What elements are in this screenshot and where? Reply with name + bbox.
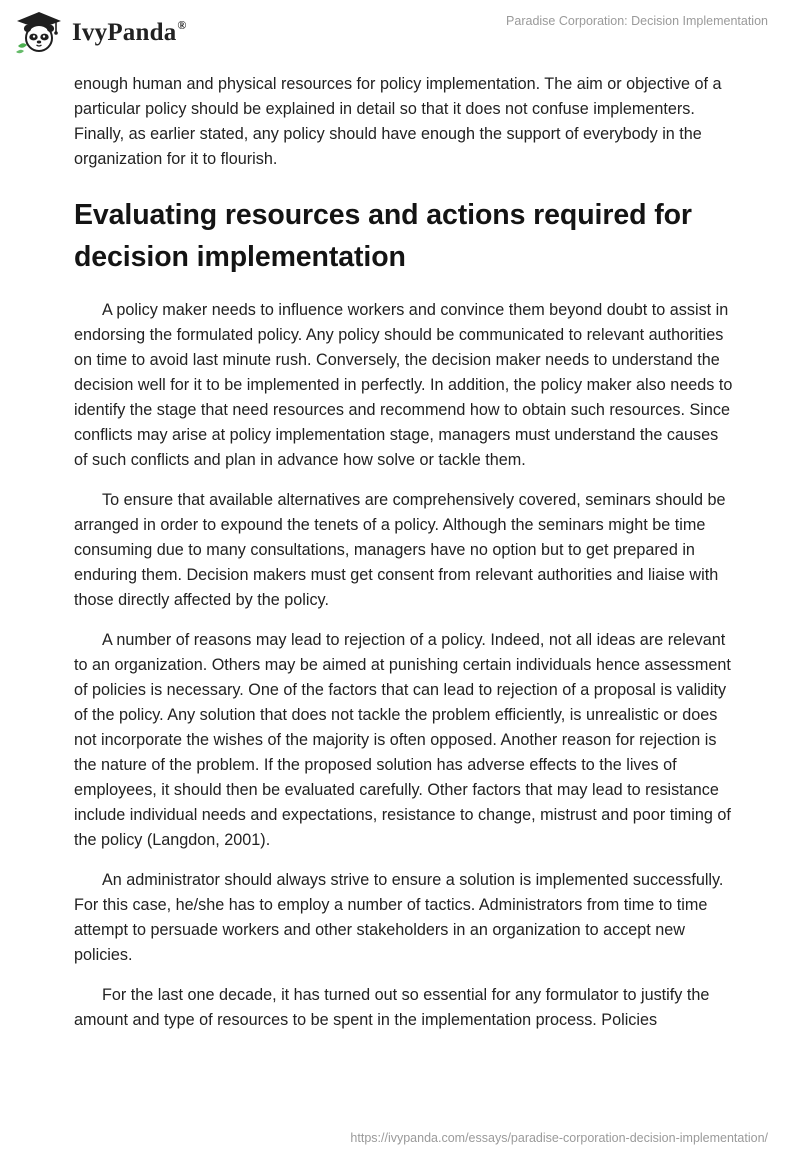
body-paragraph: For the last one decade, it has turned out so essential for any formulator to justify the amount and type of resources to be spent in the implementation process. Policies — [74, 986, 710, 1029]
intro-paragraph: enough human and physical resources for policy implementation. The aim or objective of a particular policy should be explained in detail so that it does not confuse implementers. Finally, as earlier stated, any policy should have enough the support of everybody in the organization for it to flourish. — [74, 75, 722, 168]
brand-name: IvyPanda® — [72, 17, 187, 46]
body-paragraph: A policy maker needs to influence workers and convince them beyond doubt to assist in endorsing the formulated policy. Any policy should be communicated to relevant authorities on time to avoid last minute rush. Conversely, the decision maker needs to understand the decision well for it to be implemented in perfectly. In addition, the policy maker also needs to identify the stage that need resources and recommend how to obtain such resources. Since conflicts may arise at policy implementation stage, managers must understand the causes of such conflicts and plan in advance how solve or tackle them. — [74, 301, 733, 469]
brand-logo[interactable] — [14, 8, 187, 56]
registered-mark: ® — [177, 17, 187, 32]
body-paragraph: A number of reasons may lead to rejection of a policy. Indeed, not all ideas are relevant to an organization. Others may be aimed at punishing certain individuals hence assessment of policies is necessary. One of the factors that can lead to rejection of a proposal is validity of the policy. Any solution that does not tackle the problem efficiently, is unrealistic or does not incorporate the wishes of the majority is often opposed. Another reason for rejection is the nature of the problem. If the proposed solution has adverse effects to the lives of employees, it should then be evaluated carefully. Other factors that may lead to resistance include individual needs and expectations, resistance to change, mistrust and poor timing of the policy (Langdon, 2001). — [74, 631, 731, 849]
document-title: Paradise Corporation: Decision Implementation — [506, 14, 768, 28]
page-header — [0, 0, 800, 70]
body-paragraph: An administrator should always strive to ensure a solution is implemented successfully. For this case, he/she has to employ a number of tactics. Administrators from time to time attempt to persuade workers and other stakeholders in an organization to accept new policies. — [74, 871, 724, 964]
section-heading: Evaluating resources and actions required for decision implementation — [74, 199, 692, 273]
source-url[interactable]: https://ivypanda.com/essays/paradise-corporation-decision-implementation/ — [350, 1131, 768, 1145]
article-body — [74, 72, 734, 1033]
body-paragraph: To ensure that available alternatives are comprehensively covered, seminars should be arranged in order to expound the tenets of a policy. Although the seminars might be time consuming due to many consultations, managers have no option but to get prepared in enduring them. Decision makers must get consent from relevant authorities and liaise with those directly affected by the policy. — [74, 491, 726, 609]
panda-graduate-icon — [14, 10, 64, 54]
